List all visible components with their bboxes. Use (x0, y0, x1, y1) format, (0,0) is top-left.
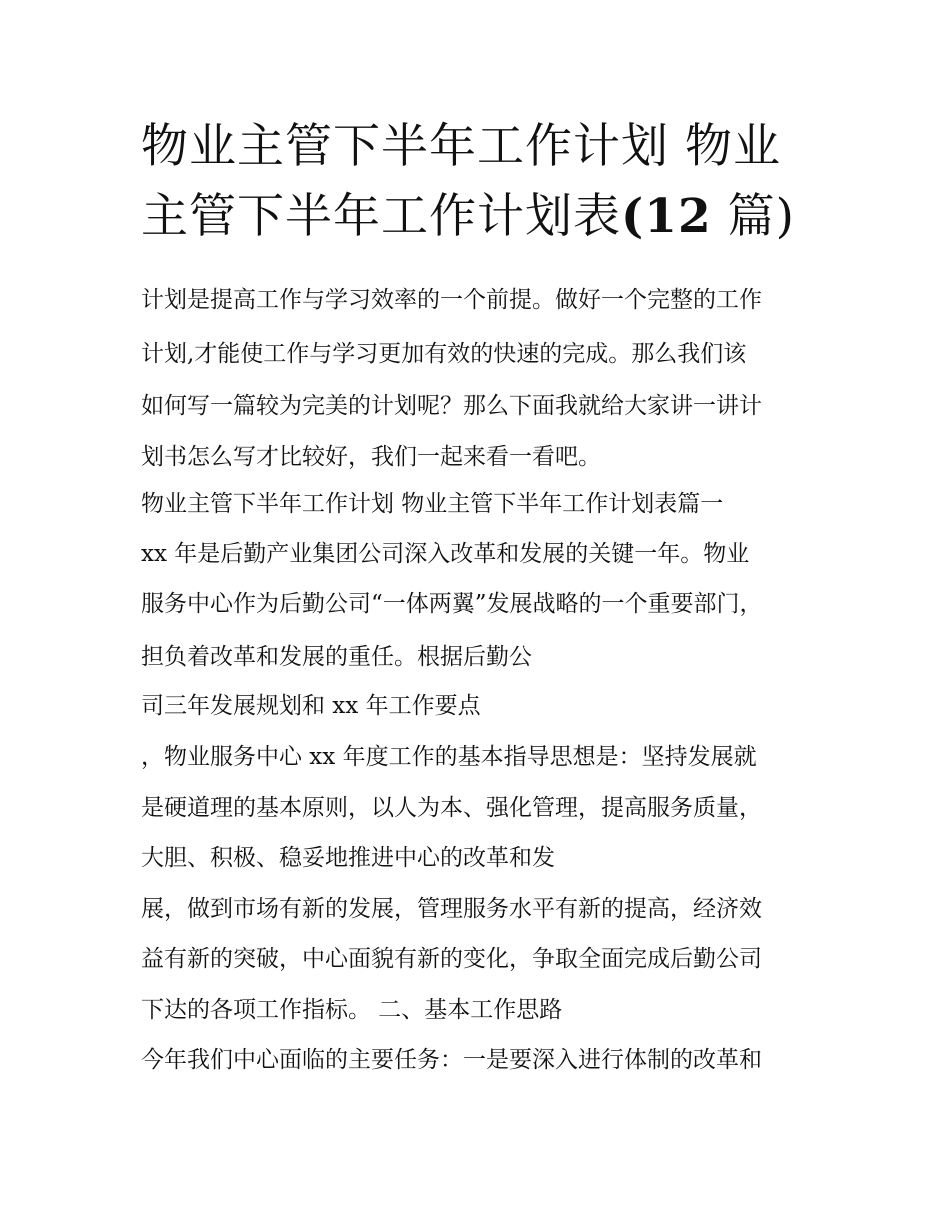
paragraph-line: 今年我们中心面临的主要任务：一是要深入进行体制的改革和 (141, 1047, 762, 1073)
paragraph-line: xx 年是后勤产业集团公司深入改革和发展的关键一年。物业 (141, 541, 750, 567)
title-line-2-text: 主管下半年工作计划表 (141, 189, 621, 244)
paragraph-line: 划书怎么写才比较好，我们一起来看一看吧。 (141, 444, 601, 470)
paragraph-line: 计划是提高工作与学习效率的一个前提。做好一个完整的工作 (141, 287, 762, 313)
title-count: (12 (621, 189, 712, 244)
paragraph-line: 下达的各项工作指标。 二、基本工作思路 (141, 997, 563, 1023)
paragraph-line: 司三年发展规划和 xx 年工作要点 (141, 693, 481, 719)
paragraph-line: 是硬道理的基本原则，以人为本、强化管理，提高服务质量， (141, 795, 762, 821)
title-line-1: 物业主管下半年工作计划 物业 (141, 119, 781, 174)
document-title (141, 112, 821, 252)
title-suffix: 篇) (711, 189, 795, 244)
paragraph-line: 计划,才能使工作与学习更加有效的快速的完成。那么我们该 (141, 341, 747, 367)
paragraph-line: 服务中心作为后勤公司“一体两翼”发展战略的一个重要部门， (141, 591, 763, 617)
paragraph-line: 益有新的突破，中心面貌有新的变化，争取全面完成后勤公司 (141, 946, 762, 972)
paragraph-line: 大胆、积极、稳妥地推进中心的改革和发 (141, 845, 555, 871)
paragraph-line: 担负着改革和发展的重任。根据后勤公 (141, 644, 532, 670)
title-line-2 (141, 182, 821, 252)
paragraph-line: 如何写一篇较为完美的计划呢？那么下面我就给大家讲一讲计 (141, 393, 762, 419)
section-heading: 物业主管下半年工作计划 物业主管下半年工作计划表篇一 (141, 491, 724, 517)
paragraph-line: 展，做到市场有新的发展，管理服务水平有新的提高，经济效 (141, 896, 762, 922)
paragraph-line: ，物业服务中心 xx 年度工作的基本指导思想是：坚持发展就 (141, 744, 757, 770)
